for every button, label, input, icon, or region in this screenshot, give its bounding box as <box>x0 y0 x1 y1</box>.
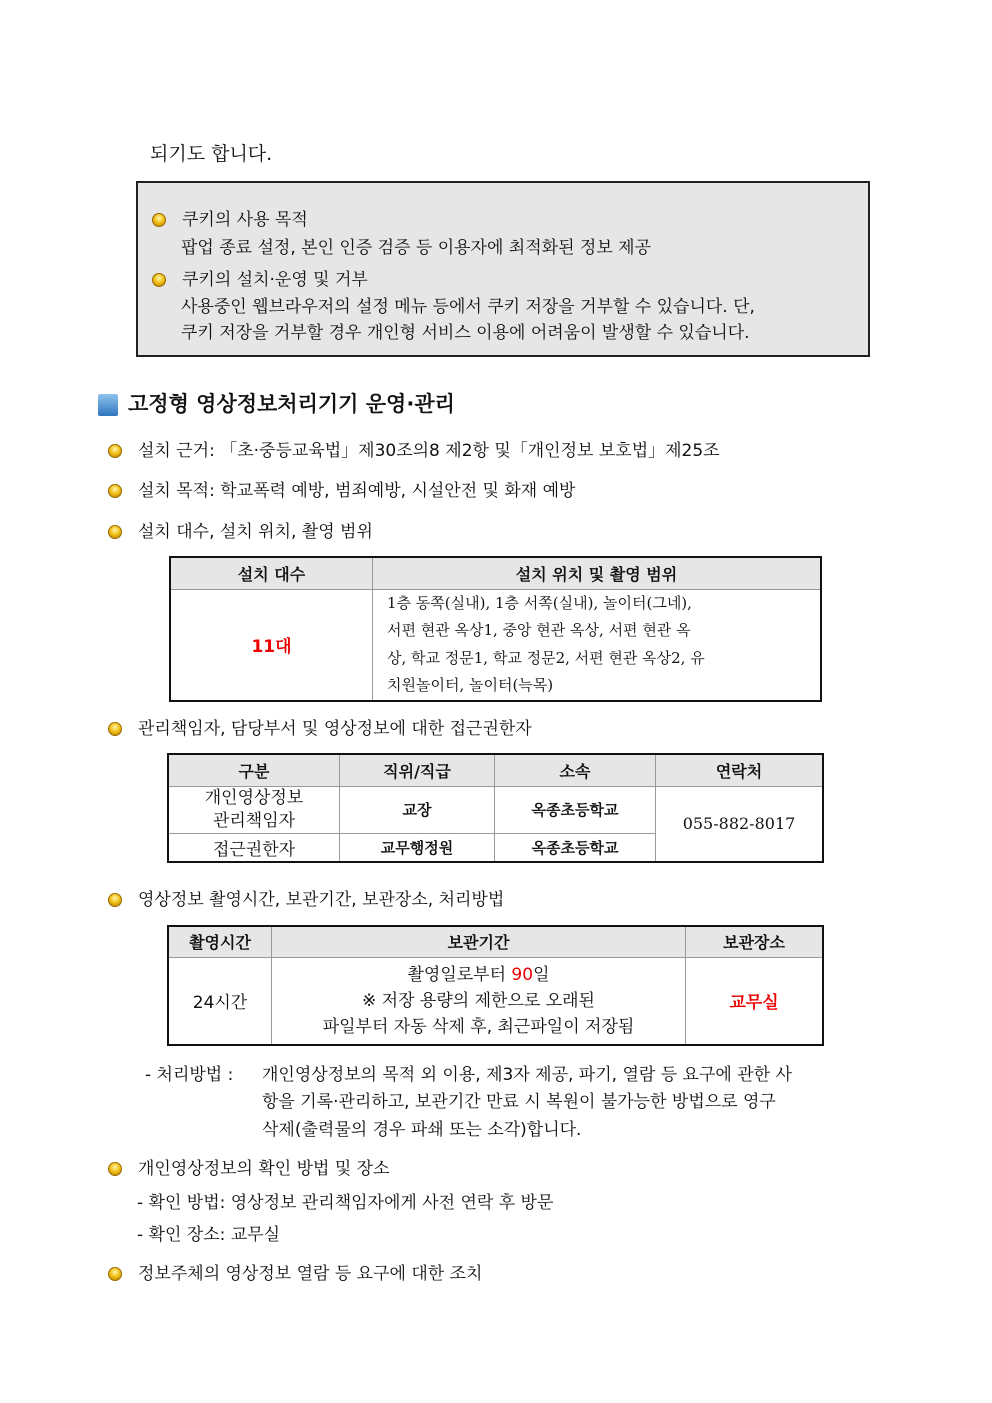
bullet-icon <box>152 213 166 227</box>
col-header: 소속 <box>495 754 656 786</box>
retention-heading: 영상정보 촬영시간, 보관기간, 보관장소, 처리방법 <box>138 890 505 910</box>
col-header: 설치 위치 및 촬영 범위 <box>373 557 822 589</box>
confirm-place: - 확인 장소: 교무실 <box>137 1225 281 1245</box>
period-prefix: 촬영일로부터 <box>407 964 512 985</box>
process-line: 항을 기록·관리하고, 보관기간 만료 시 복원이 불가능한 방법으로 영구 <box>262 1092 776 1112</box>
role-type: 개인영상정보 관리책임자 <box>168 786 340 833</box>
col-header: 구분 <box>168 754 340 786</box>
cookie-item-title: 쿠키의 사용 목적 <box>182 210 308 230</box>
bullet-icon <box>108 525 122 539</box>
col-header: 보관기간 <box>272 926 686 957</box>
confirm-method: - 확인 방법: 영상정보 관리책임자에게 사전 연락 후 방문 <box>137 1193 554 1213</box>
cookie-box <box>136 181 870 357</box>
confirm-heading: 개인영상정보의 확인 방법 및 장소 <box>138 1159 390 1179</box>
location-line: 서편 현관 옥상1, 중앙 현관 옥상, 서편 현관 옥 <box>387 621 691 639</box>
col-header: 설치 대수 <box>170 557 373 589</box>
cookie-item-text: 팝업 종료 설정, 본인 인증 검증 등 이용자에 최적화된 정보 제공 <box>181 238 651 258</box>
manager-heading: 관리책임자, 담당부서 및 영상정보에 대한 접근권한자 <box>138 719 532 739</box>
location-line: 1층 동쪽(실내), 1층 서쪽(실내), 놀이터(그네), <box>387 593 692 612</box>
storage-place: 교무실 <box>686 957 824 1045</box>
bullet-icon <box>108 722 122 736</box>
location-line: 치원놀이터, 놀이터(늑목) <box>387 676 554 694</box>
contact-phone: 055-882-8017 <box>656 786 824 862</box>
bullet-icon <box>108 484 122 498</box>
period-days: 90 <box>511 964 534 985</box>
cookie-item-text: 쿠키 저장을 거부할 경우 개인형 서비스 이용에 어려움이 발생할 수 있습니다. <box>181 323 750 343</box>
col-header: 촬영시간 <box>168 926 272 957</box>
camera-count: 11대 <box>170 589 373 701</box>
process-line: 개인영상정보의 목적 외 이용, 제3자 제공, 파기, 열람 등 요구에 관한 사 <box>262 1065 792 1085</box>
install-basis: 설치 근거: 「초·중등교육법」제30조의8 제2항 및「개인정보 보호법」제25조 <box>138 441 720 461</box>
role-position: 교무행정원 <box>340 833 495 862</box>
role-position: 교장 <box>340 786 495 833</box>
process-label: - 처리방법 : <box>145 1065 234 1085</box>
manager-table <box>167 753 824 863</box>
period-suffix: 일 <box>533 964 550 985</box>
period-note: ※ 저장 용량의 제한으로 오래된 <box>362 990 595 1011</box>
role-org: 옥종초등학교 <box>495 833 656 862</box>
role-type: 접근권한자 <box>168 833 340 862</box>
install-table <box>169 556 822 702</box>
section-icon <box>98 394 118 416</box>
process-line: 삭제(출력물의 경우 파쇄 또는 소각)합니다. <box>262 1120 582 1140</box>
period-note: 파일부터 자동 삭제 후, 최근파일이 저장됨 <box>322 1016 635 1037</box>
bullet-icon <box>108 1267 122 1281</box>
location-line: 상, 학교 정문1, 학교 정문2, 서편 현관 옥상2, 유 <box>387 648 705 667</box>
bullet-icon <box>108 1162 122 1176</box>
bullet-icon <box>108 444 122 458</box>
section-title: 고정형 영상정보처리기기 운영·관리 <box>128 392 455 416</box>
col-header: 직위/직급 <box>340 754 495 786</box>
cookie-item-text: 사용중인 웹브라우저의 설정 메뉴 등에서 쿠키 저장을 거부할 수 있습니다. 단, <box>181 297 755 317</box>
request-heading: 정보주체의 영상정보 열람 등 요구에 대한 조치 <box>138 1264 483 1284</box>
col-header: 보관장소 <box>686 926 824 957</box>
cookie-item-title: 쿠키의 설치·운영 및 거부 <box>182 270 368 290</box>
install-purpose: 설치 목적: 학교폭력 예방, 범죄예방, 시설안전 및 화재 예방 <box>138 481 576 501</box>
install-heading: 설치 대수, 설치 위치, 촬영 범위 <box>138 522 373 542</box>
intro-text: 되기도 합니다. <box>150 143 273 165</box>
bullet-icon <box>108 893 122 907</box>
col-header: 연락처 <box>656 754 824 786</box>
retention-table <box>167 925 824 1046</box>
bullet-icon <box>152 273 166 287</box>
role-org: 옥종초등학교 <box>495 786 656 833</box>
record-time: 24시간 <box>168 957 272 1045</box>
